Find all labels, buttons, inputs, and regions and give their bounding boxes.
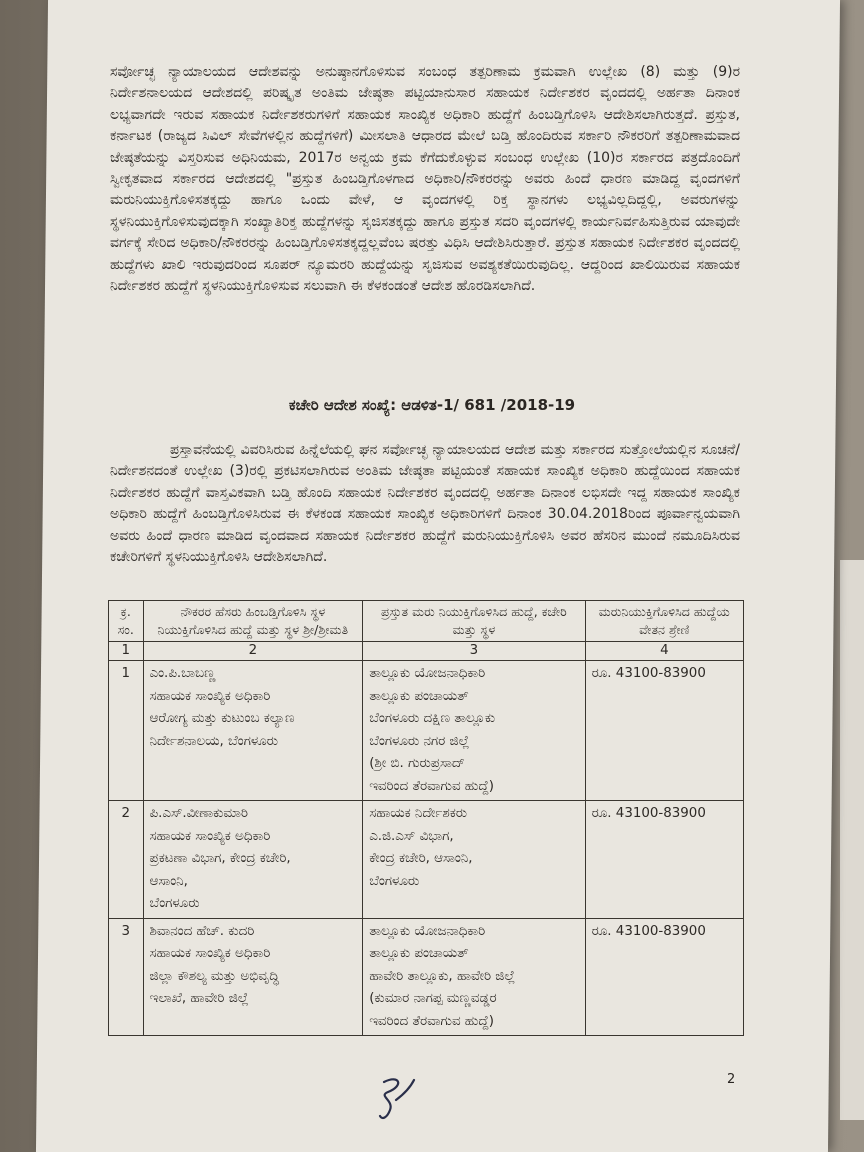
header-serial: ಕ್ರ. ಸಂ.	[109, 601, 144, 642]
table-row	[109, 918, 744, 1036]
posting-line: ತಾಲ್ಲೂಕು ಪಂಚಾಯತ್	[369, 946, 469, 961]
employee-detail: ಆರೋಗ್ಯ ಮತ್ತು ಕುಟುಂಬ ಕಲ್ಯಾಣ	[149, 711, 295, 726]
column-number: 1	[109, 642, 144, 661]
employee-detail: ಪ್ರಕಟಣಾ ವಿಭಾಗ, ಕೇಂದ್ರ ಕಚೇರಿ,	[149, 851, 291, 866]
column-number: 4	[585, 642, 743, 661]
employee-name: ಪಿ.ಎಸ್.ವೀಣಾಕುಮಾರಿ	[149, 806, 248, 821]
pay-scale-cell: ರೂ. 43100-83900	[585, 801, 743, 919]
posting-line: ಹಾವೇರಿ ತಾಲ್ಲೂಕು, ಹಾವೇರಿ ಜಿಲ್ಲೆ	[369, 968, 516, 984]
order-paragraph: ಪ್ರಸ್ತಾವನೆಯಲ್ಲಿ ವಿವರಿಸಿರುವ ಹಿನ್ನೆಲೆಯಲ್ಲಿ ಘನ ಸರ್ವೋಚ್ಛ ನ್ಯಾಯಾಲಯದ ಆದೇಶ ಮತ್ತು ಸರ್ಕಾರದ ಸುತ್ತೋಲೆಯಲ್ಲಿನ ಸೂಚನೆ/ನಿರ್ದೇಶನದಂತೆ ಉಲ್ಲೇಖ (3)ರಲ್ಲಿ ಪ್ರಕಟಿಸಲಾಗಿರುವ ಅಂತಿಮ ಜೇಷ್ಠತಾ ಪಟ್ಟಿಯಂತೆ ಸಹಾಯಕ ಸಾಂಖ್ಯಿಕ ಅಧಿಕಾರಿ ಹುದ್ದೆಯಿಂದ ಸಹಾಯಕ ನಿರ್ದೇಶಕರ ಹುದ್ದೆಗೆ ವಾಸ್ತವಿಕವಾಗಿ ಬಡ್ತಿ ಹೊಂದಿ ಸಹಾಯಕ ನಿರ್ದೇಶಕರ ವೃಂದದಲ್ಲಿ ಅರ್ಹತಾ ದಿನಾಂಕ ಲಭಿಸದೇ ಇದ್ದ ಸಹಾಯಕ ಸಾಂಖ್ಯಿಕ ಅಧಿಕಾರಿ ಹುದ್ದೆಗೆ ಹಿಂಬಡ್ತಿಗೊಳಿಸಿರುವ ಈ ಕೆಳಕಂಡ ಸಹಾಯಕ ಸಾಂಖ್ಯಿಕ ಅಧಿಕಾರಿಗಳಿಗೆ ದಿನಾಂಕ 30.04.2018ರಿಂದ ಪೂರ್ವಾನ್ವಯವಾಗಿ ಅವರು ಹಿಂದೆ ಧಾರಣ ಮಾಡಿದ ವೃಂದವಾದ ಸಹಾಯಕ ನಿರ್ದೇಶಕರ ಹುದ್ದೆಗೆ ಮರುನಿಯುಕ್ತಿಗೊಳಿಸಿ ಅವರ ಹೆಸರಿನ ಮುಂದೆ ನಮೂದಿಸಿರುವ ಕಚೇರಿಗಳಿಗೆ ಸ್ಥಳನಿಯುಕ್ತಿಗೊಳಿಸಿ ಆದೇಶಿಸಲಾಗಿದೆ.	[110, 442, 740, 566]
posting-line: ತಾಲ್ಲೂಕು ಯೋಜನಾಧಿಕಾರಿ	[369, 666, 486, 681]
posting-cell	[363, 801, 585, 919]
employee-cell	[143, 918, 363, 1036]
serial-number: 1	[109, 661, 144, 801]
employee-detail: ಬೆಂಗಳೂರು	[149, 896, 200, 911]
reassignment-table	[108, 600, 744, 1036]
table-header-row	[109, 601, 744, 642]
page-number: 2	[727, 1072, 736, 1087]
intro-paragraph: ಸರ್ವೋಚ್ಛ ನ್ಯಾಯಾಲಯದ ಆದೇಶವನ್ನು ಅನುಷ್ಠಾನಗೊಳಿಸುವ ಸಂಬಂಧ ತತ್ಪರಿಣಾಮ ಕ್ರಮವಾಗಿ ಉಲ್ಲೇಖ (8) ಮತ್ತು (9)ರ ನಿರ್ದೇಶನಾಲಯದ ಆದೇಶದಲ್ಲಿ ಪರಿಷ್ಕೃತ ಅಂತಿಮ ಜೇಷ್ಠತಾ ಪಟ್ಟಿಯಾನುಸಾರ ಸಹಾಯಕ ನಿರ್ದೇಶಕರ ವೃಂದದಲ್ಲಿ ಅರ್ಹತಾ ದಿನಾಂಕ ಲಭ್ಯವಾಗದೇ ಇರುವ ಸಹಾಯಕ ನಿರ್ದೇಶಕರುಗಳಿಗೆ ಸಹಾಯಕ ಸಾಂಖ್ಯಿಕ ಅಧಿಕಾರಿ ಹುದ್ದೆಗೆ ಹಿಂಬಡ್ತಿಗೊಳಿಸಿ ಆದೇಶಿಸಲಾಗಿರುತ್ತದೆ. ಪ್ರಸ್ತುತ, ಕರ್ನಾಟಕ (ರಾಜ್ಯದ ಸಿವಿಲ್ ಸೇವೆಗಳಲ್ಲಿನ ಹುದ್ದೆಗಳಿಗೆ) ಮೀಸಲಾತಿ ಆಧಾರದ ಮೇಲೆ ಬಡ್ತಿ ಹೊಂದಿರುವ ಸರ್ಕಾರಿ ನೌಕರರಿಗೆ ತತ್ಪರಿಣಾಮವಾದ ಜೇಷ್ಠತೆಯನ್ನು ವಿಸ್ತರಿಸುವ ಅಧಿನಿಯಮ, 2017ರ ಅನ್ವಯ ಕ್ರಮ ಕೆಗೆದುಕೊಳ್ಳುವ ಸಂಬಂಧ ಉಲ್ಲೇಖ (10)ರ ಸರ್ಕಾರದ ಪತ್ರದೊಂದಿಗೆ ಸ್ವೀಕೃತವಾದ ಸರ್ಕಾರದ ಆದೇಶದಲ್ಲಿ "ಪ್ರಸ್ತುತ ಹಿಂಬಡ್ತಿಗೊಳಗಾದ ಅಧಿಕಾರಿ/ನೌಕರರನ್ನು ಅವರು ಹಿಂದೆ ಧಾರಣ ಮಾಡಿದ್ದ ವೃಂದಗಳಿಗೆ ಮರುನಿಯುಕ್ತಿಗೊಳಿಸತಕ್ಕದ್ದು ಹಾಗೂ ಒಂದು ವೇಳೆ, ಆ ವೃಂದಗಳಲ್ಲಿ ರಿಕ್ತ ಸ್ಥಾನಗಳು ಲಭ್ಯವಿಲ್ಲದಿದ್ದಲ್ಲಿ, ಅವರುಗಳನ್ನು ಸ್ಥಳನಿಯುಕ್ತಿಗೊಳಿಸುವುದಕ್ಕಾಗಿ ಸಂಖ್ಯಾತಿರಿಕ್ತ ಹುದ್ದೆಗಳನ್ನು ಸೃಜಿಸತಕ್ಕದ್ದು ಹಾಗೂ ಪ್ರಸ್ತುತ ಸದರಿ ವೃಂದಗಳಲ್ಲಿ ಕಾರ್ಯನಿರ್ವಹಿಸುತ್ತಿರುವ ಯಾವುದೇ ವರ್ಗಕ್ಕೆ ಸೇರಿದ ಅಧಿಕಾರಿ/ನೌಕರರನ್ನು ಹಿಂಬಡ್ತಿಗೊಳಿಸತಕ್ಕದ್ದಲ್ಲವೆಂಬ ಷರತ್ತು ವಿಧಿಸಿ ಆದೇಶಿಸಿರುತ್ತಾರೆ. ಪ್ರಸ್ತುತ ಸಹಾಯಕ ನಿರ್ದೇಶಕರ ವೃಂದದಲ್ಲಿ ಹುದ್ದೆಗಳು ಖಾಲಿ ಇರುವುದರಿಂದ ಸೂಪರ್ ನ್ಯೂಮರರಿ ಹುದ್ದೆಯನ್ನು ಸೃಜಿಸುವ ಅವಶ್ಯಕತೆಯಿರುವುದಿಲ್ಲ. ಆದ್ದರಿಂದ ಖಾಲಿಯಿರುವ ಸಹಾಯಕ ನಿರ್ದೇಶಕರ ಹುದ್ದೆಗೆ ಸ್ಥಳನಿಯುಕ್ತಿಗೊಳಿಸುವ ಸಲುವಾಗಿ ಈ ಕೆಳಕಂಡಂತೆ ಆದೇಶ ಹೊರಡಿಸಲಾಗಿದೆ.	[110, 64, 740, 295]
posting-line: ಇವರಿಂದ ತೆರವಾಗುವ ಹುದ್ದೆ)	[369, 778, 494, 794]
posting-cell	[363, 918, 585, 1036]
posting-cell	[363, 661, 585, 801]
serial-number: 3	[109, 918, 144, 1036]
pay-scale-cell: ರೂ. 43100-83900	[585, 661, 743, 801]
header-pay-scale: ಮರುನಿಯುಕ್ತಿಗೊಳಿಸಿದ ಹುದ್ದೆಯ ವೇತನ ಶ್ರೇಣಿ	[585, 601, 743, 642]
posting-line: (ಕುಮಾರ ನಾಗಪ್ಪ ಮಣ್ಣವಡ್ಡರ	[369, 991, 497, 1006]
order-heading: ಕಚೇರಿ ಆದೇಶ ಸಂಖ್ಯೆ: ಆಡಳಿತ-1/ 681 /2018-19	[288, 396, 576, 414]
posting-line: ಸಹಾಯಕ ನಿರ್ದೇಶಕರು	[369, 806, 468, 821]
posting-line: ಬೆಂಗಳೂರು ನಗರ ಜಿಲ್ಲೆ	[369, 733, 470, 749]
employee-cell	[143, 661, 363, 801]
posting-line: ಕೇಂದ್ರ ಕಚೇರಿ, ಆಸಾಂನಿ,	[369, 851, 473, 866]
column-number-row	[109, 642, 744, 661]
handwritten-signature	[370, 1070, 430, 1130]
posting-line: ಬೆಂಗಳೂರು ದಕ್ಷಿಣ ತಾಲ್ಲೂಕು	[369, 711, 496, 726]
underlying-sheet	[840, 560, 864, 1120]
column-number: 2	[143, 642, 363, 661]
posting-line: ಬೆಂಗಳೂರು	[369, 873, 420, 889]
employee-detail: ಸಹಾಯಕ ಸಾಂಖ್ಯಿಕ ಅಧಿಕಾರಿ	[149, 828, 271, 844]
pay-scale-cell: ರೂ. 43100-83900	[585, 918, 743, 1036]
posting-line: ತಾಲ್ಲೂಕು ಪಂಚಾಯತ್	[369, 688, 469, 704]
employee-detail: ನಿರ್ದೇಶನಾಲಯ, ಬೆಂಗಳೂರು	[149, 733, 279, 749]
posting-line: ಎ.ಜಿ.ಎಸ್ ವಿಭಾಗ,	[369, 828, 454, 844]
employee-detail: ಇಲಾಖೆ, ಹಾವೇರಿ ಜಿಲ್ಲೆ	[149, 991, 249, 1006]
posting-line: (ಶ್ರೀ ಬಿ. ಗುರುಪ್ರಸಾದ್	[369, 756, 465, 771]
posting-line: ಇವರಿಂದ ತೆರವಾಗುವ ಹುದ್ದೆ)	[369, 1013, 494, 1029]
employee-cell	[143, 801, 363, 919]
employee-detail: ಆಸಾಂನಿ,	[149, 873, 188, 889]
posting-line: ತಾಲ್ಲೂಕು ಯೋಜನಾಧಿಕಾರಿ	[369, 923, 486, 939]
employee-detail: ಸಹಾಯಕ ಸಾಂಖ್ಯಿಕ ಅಧಿಕಾರಿ	[149, 946, 271, 961]
employee-name: ಎಂ.ಪಿ.ಬಾಬಣ್ಣ	[149, 666, 216, 681]
table-row	[109, 801, 744, 919]
employee-detail: ಜಿಲ್ಲಾ ಕೌಶಲ್ಯ ಮತ್ತು ಅಭಿವೃದ್ಧಿ	[149, 968, 279, 984]
table-row	[109, 661, 744, 801]
employee-name: ಶಿವಾನಂದ ಹೆಚ್. ಕುದರಿ	[149, 923, 255, 939]
serial-number: 2	[109, 801, 144, 919]
header-posting: ಪ್ರಸ್ತುತ ಮರು ನಿಯುಕ್ತಿಗೊಳಿಸಿದ ಹುದ್ದೆ, ಕಚೇರಿ ಮತ್ತು ಸ್ಥಳ	[363, 601, 585, 642]
employee-detail: ಸಹಾಯಕ ಸಾಂಖ್ಯಿಕ ಅಧಿಕಾರಿ	[149, 688, 271, 704]
header-employee: ನೌಕರರ ಹೆಸರು ಹಿಂಬಡ್ತಿಗೊಳಿಸಿ ಸ್ಥಳ ನಿಯುಕ್ತಿಗೊಳಿಸಿದ ಹುದ್ದೆ ಮತ್ತು ಸ್ಥಳ ಶ್ರೀ/ಶ್ರೀಮತಿ	[143, 601, 363, 642]
column-number: 3	[363, 642, 585, 661]
